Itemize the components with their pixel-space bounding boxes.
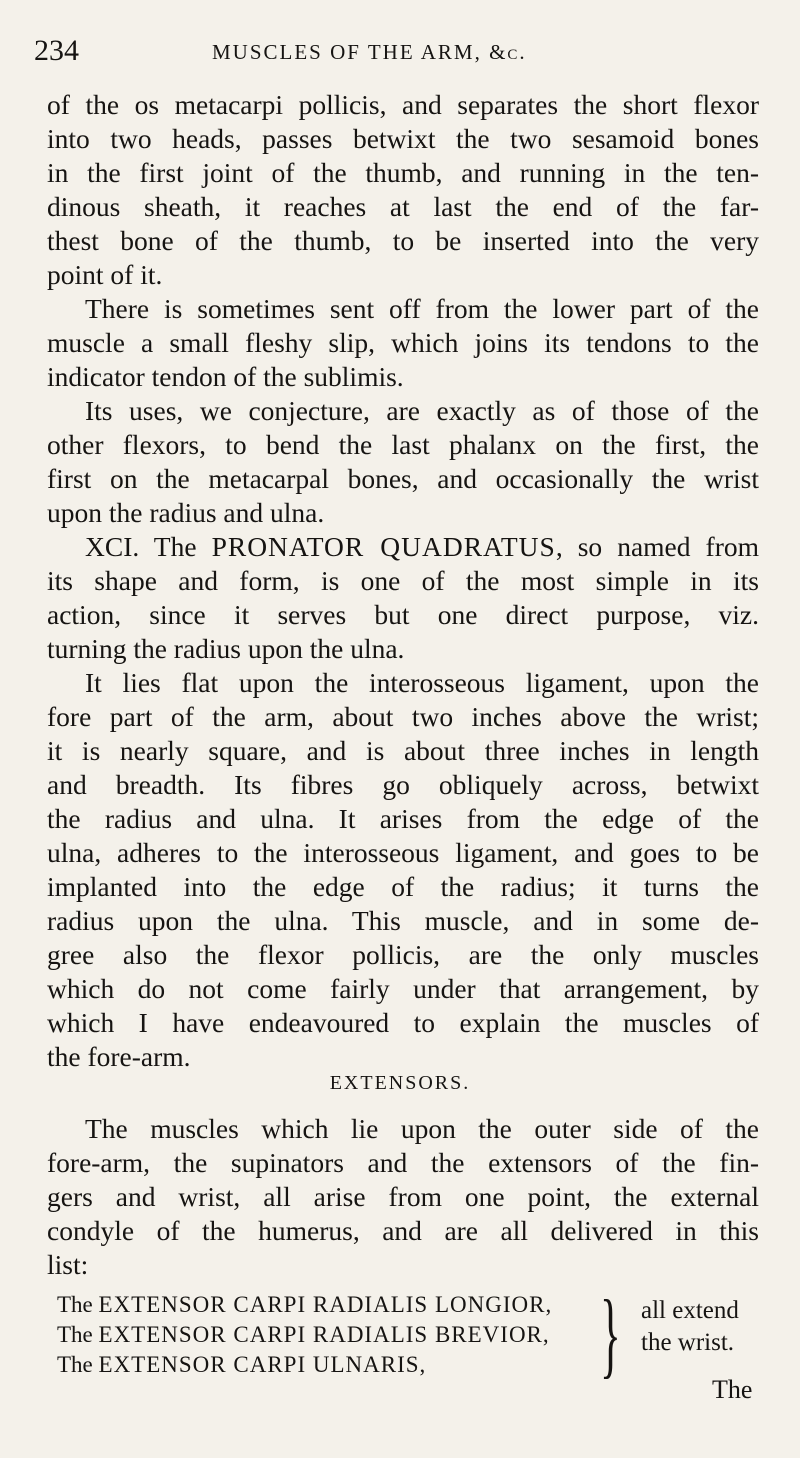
muscle-name: EXTENSOR CARPI ULNARIS xyxy=(98,1352,420,1377)
text-line: There is sometimes sent off from the lower part of the xyxy=(85,293,759,324)
text-line: fore part of the arm, about two inches above the wrist; xyxy=(47,701,759,732)
text-line: in the first joint of the thumb, and running in the ten- xyxy=(47,157,759,188)
text-line: and breadth. Its fibres go obliquely across, betwixt xyxy=(47,769,759,800)
list-item xyxy=(57,1350,425,1380)
list-article: The xyxy=(57,1352,99,1377)
section-heading: EXTENSORS. xyxy=(329,1072,471,1094)
muscle-name: PRONATOR QUADRATUS xyxy=(211,531,556,562)
brace-note-line: the wrist. xyxy=(641,1329,735,1356)
text-line: dinous sheath, it reaches at last the end of the far- xyxy=(47,191,759,222)
text-line: ulna, adheres to the interosseous ligament, and goes to be xyxy=(47,837,759,868)
text-line: first on the metacarpal bones, and occasionally the wrist xyxy=(47,463,759,494)
list-item xyxy=(57,1290,551,1320)
section-xci-first-line xyxy=(85,530,759,564)
list-article: The xyxy=(57,1322,99,1347)
text-line: which I have endeavoured to explain the muscles of xyxy=(47,1007,759,1038)
text-line: thest bone of the thumb, to be inserted into the very xyxy=(47,225,759,256)
text-line: indicator tendon of the sublimis. xyxy=(47,361,404,392)
catchword: The xyxy=(712,1375,753,1404)
text-line: fore-arm, the supinators and the extensors of the fin- xyxy=(47,1147,759,1178)
muscle-name: EXTENSOR CARPI RADIALIS BREVIOR xyxy=(98,1322,543,1347)
text-line: it is nearly square, and is about three inches in length xyxy=(47,735,759,766)
text-line: the radius and ulna. It arises from the edge of the xyxy=(47,803,759,834)
page-header xyxy=(34,34,756,74)
text-run: XCI. The xyxy=(85,531,212,562)
text-line: gree also the flexor pollicis, are the only muscles xyxy=(47,939,759,970)
text-line: implanted into the edge of the radius; it turns the xyxy=(47,871,759,902)
text-line: gers and wrist, all arise from one point, the external xyxy=(47,1181,759,1212)
text-line: the fore-arm. xyxy=(47,1041,191,1072)
muscle-name: EXTENSOR CARPI RADIALIS LONGIOR xyxy=(98,1292,546,1317)
list-item xyxy=(57,1320,549,1350)
curly-brace-icon: } xyxy=(600,1280,621,1387)
list-article: The xyxy=(57,1292,99,1317)
list-punct: , xyxy=(542,1322,549,1347)
text-line: The muscles which lie upon the outer side of the xyxy=(85,1113,759,1144)
text-line: turning the radius upon the ulna. xyxy=(47,633,405,664)
text-line: muscle a small fleshy slip, which joins its tendons to the xyxy=(47,327,759,358)
brace-note-line: all extend xyxy=(641,1297,739,1324)
text-line: upon the radius and ulna. xyxy=(47,497,325,528)
text-line: list: xyxy=(47,1249,89,1280)
text-line: action, since it serves but one direct purpose, viz. xyxy=(47,599,759,630)
running-head: MUSCLES OF THE ARM, &c. xyxy=(212,40,527,64)
text-line: point of it. xyxy=(47,259,163,290)
page-number: 234 xyxy=(34,34,79,67)
list-punct: , xyxy=(545,1292,552,1317)
text-line: which do not come fairly under that arrangement, by xyxy=(47,973,759,1004)
text-line: Its uses, we conjecture, are exactly as of those of the xyxy=(85,395,759,426)
text-line: It lies flat upon the interosseous ligament, upon the xyxy=(85,667,759,698)
text-line: its shape and form, is one of the most simple in its xyxy=(47,565,759,596)
text-line: condyle of the humerus, and are all delivered in this xyxy=(47,1215,759,1246)
text-line: radius upon the ulna. This muscle, and in some de- xyxy=(47,905,759,936)
text-line: into two heads, passes betwixt the two sesamoid bones xyxy=(47,123,759,154)
text-line: other flexors, to bend the last phalanx on the first, the xyxy=(47,429,759,460)
text-line: of the os metacarpi pollicis, and separates the short flexor xyxy=(47,89,759,120)
list-punct: , xyxy=(419,1352,426,1377)
text-run: , so named from xyxy=(555,531,759,562)
